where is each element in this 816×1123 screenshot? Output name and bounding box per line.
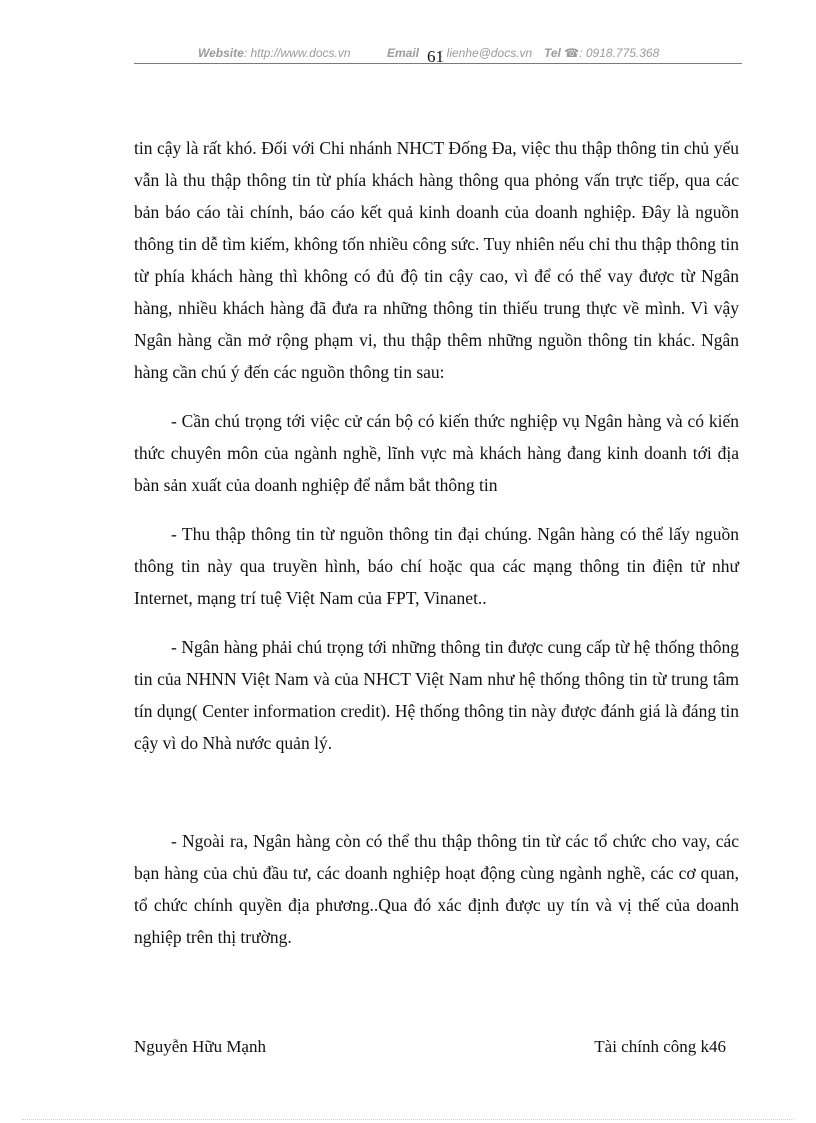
header-rule <box>134 63 742 64</box>
tel-value: : 0918.775.368 <box>579 46 660 60</box>
paragraph-bullet-2: - Thu thập thông tin từ nguồn thông tin đại chúng. Ngân hàng có thể lấy nguồn thông tin này qua truyền hình, báo chí hoặc qua các mạng thông tin điện tử như Internet, mạng trí tuệ Việt Nam của FPT, Vinanet.. <box>134 524 739 608</box>
document-body <box>134 132 739 953</box>
website-value: : http://www.docs.vn <box>243 46 351 60</box>
paragraph-bullet-3: - Ngân hàng phải chú trọng tới những thông tin được cung cấp từ hệ thống thông tin của NHNN Việt Nam và của NHCT Việt Nam như hệ thống thông tin từ trung tâm tín dụng( Center information credit). Hệ thống thông tin này được đánh giá là đáng tin cậy vì do Nhà nước quản lý. <box>134 637 739 753</box>
page-header <box>134 44 742 66</box>
page-number: 61 <box>427 47 444 66</box>
tel-label: Tel <box>544 46 561 60</box>
paragraph-bullet-4: - Ngoài ra, Ngân hàng còn có thể thu thập thông tin từ các tổ chức cho vay, các bạn hàng của chủ đầu tư, các doanh nghiệp hoạt động cùng ngành nghề, các cơ quan, tổ chức chính quyền địa phương..Qua đó xác định được uy tín và vị thế của doanh nghiệp trên thị trường. <box>134 831 739 947</box>
bottom-rule <box>22 1119 794 1120</box>
paragraph-continuation: tin cậy là rất khó. Đối với Chi nhánh NHCT Đống Đa, việc thu thập thông tin chủ yếu vẫn là thu thập thông tin từ phía khách hàng thông qua phỏng vấn trực tiếp, qua các bản báo cáo tài chính, báo cáo kết quả kinh doanh của doanh nghiệp. Đây là nguồn thông tin dễ tìm kiếm, không tốn nhiều công sức. Tuy nhiên nếu chỉ thu thập thông tin từ phía khách hàng thì không có đủ độ tin cậy cao, vì để có thể vay được từ Ngân hàng, nhiều khách hàng đã đưa ra những thông tin thiếu trung thực về mình. Vì vậy Ngân hàng cần mở rộng phạm vi, thu thập thêm những nguồn thông tin khác. Ngân hàng cần chú ý đến các nguồn thông tin sau: <box>134 138 739 382</box>
website-label: Website <box>198 46 244 60</box>
header-tel <box>544 46 659 60</box>
footer-class: Tài chính công k46 <box>594 1037 726 1056</box>
paragraph-bullet-1: - Cần chú trọng tới việc cử cán bộ có kiến thức nghiệp vụ Ngân hàng và có kiến thức chuyên môn của ngành nghề, lĩnh vực mà khách hàng đang kinh doanh tới địa bàn sản xuất của doanh nghiệp để nắm bắt thông tin <box>134 411 739 495</box>
header-email-label: Email <box>387 46 420 60</box>
telephone-icon: ☎ <box>564 46 580 60</box>
header-email-value: : lienhe@docs.vn <box>440 46 533 60</box>
footer-author: Nguyễn Hữu Mạnh <box>134 1037 266 1056</box>
header-website <box>198 46 351 60</box>
